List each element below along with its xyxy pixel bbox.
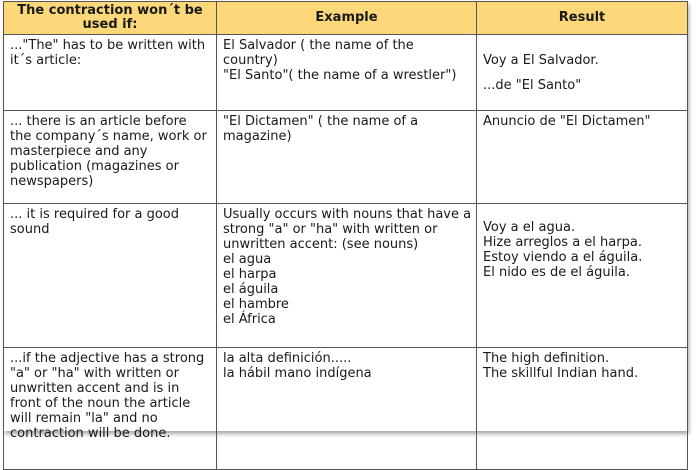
example-cell: "El Dictamen" ( the name of a magazine)	[217, 111, 477, 204]
table-row	[4, 348, 688, 470]
grammar-table-frame	[3, 1, 687, 441]
result-cell	[477, 35, 688, 111]
result-cell: Voy a el agua. Hize arreglos a el harpa. Estoy viendo a el águila. El nido es de el águila.	[477, 204, 688, 348]
example-cell: Usually occurs with nouns that have a strong "a" or "ha" with written or unwritten accent: (see nouns) el agua el harpa el águila el hambre el África	[217, 204, 477, 348]
condition-cell: ... there is an article before the company´s name, work or masterpiece and any publication (magazines or newspapers)	[4, 111, 217, 204]
contraction-rules-table	[3, 1, 688, 470]
condition-cell: ...if the adjective has a strong "a" or "ha" with written or unwritten accent and is in front of the noun the article will remain "la" and no contraction will be done.	[4, 348, 217, 470]
result-cell: The high definition. The skillful Indian hand.	[477, 348, 688, 470]
table-header-row	[4, 2, 688, 35]
table-row	[4, 35, 688, 111]
header-example: Example	[217, 2, 477, 35]
table-row	[4, 204, 688, 348]
table-row	[4, 111, 688, 204]
example-cell: la alta definición..... la hábil mano indígena	[217, 348, 477, 470]
condition-cell: ... it is required for a good sound	[4, 204, 217, 348]
example-cell: El Salvador ( the name of the country) "El Santo"( the name of a wrestler")	[217, 35, 477, 111]
header-condition: The contraction won´t be used if:	[4, 2, 217, 35]
result-line: ...de "El Santo"	[483, 78, 582, 93]
result-cell: Anuncio de "El Dictamen"	[477, 111, 688, 204]
header-result: Result	[477, 2, 688, 35]
condition-cell: ..."The" has to be written with it´s article:	[4, 35, 217, 111]
result-line: Voy a El Salvador.	[483, 53, 599, 68]
